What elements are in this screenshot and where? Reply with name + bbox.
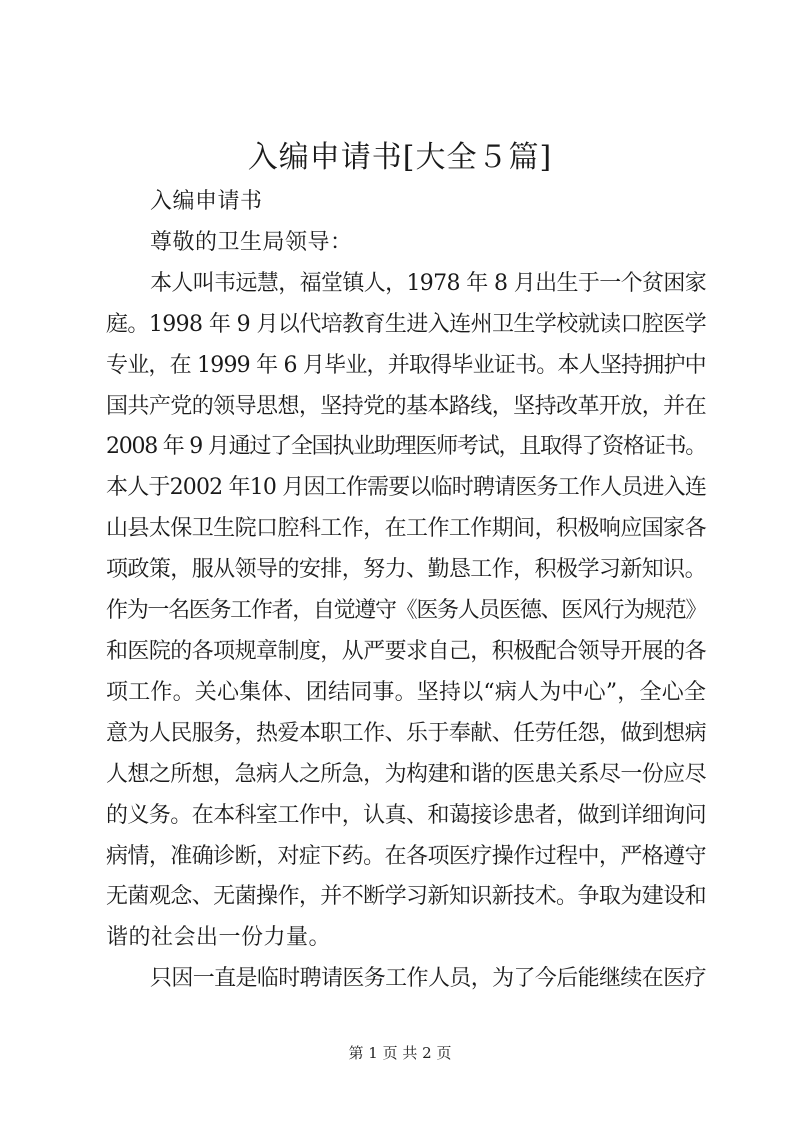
text-line: 项政策，服从领导的安排，努力、勤恳工作，积极学习新知识。: [106, 557, 707, 583]
text-line: 只因一直是临时聘请医务工作人员，为了今后能继续在医疗: [150, 966, 706, 992]
text-line: 2008 年 9 月通过了全国执业助理医师考试，且取得了资格证书。: [106, 434, 707, 460]
text-line: 的义务。在本科室工作中，认真、和蔼接诊患者，做到详细询问: [106, 802, 707, 828]
text-line: 庭。1998 年 9 月以代培教育生进入连州卫生学校就读口腔医学: [106, 311, 707, 337]
text-line: 和医院的各项规章制度，从严要求自己，积极配合领导开展的各: [106, 638, 707, 664]
text-line: 项工作。关心集体、团结同事。坚持以“病人为中心”，全心全: [106, 679, 707, 705]
text-line: 入编申请书: [150, 189, 263, 214]
text-line: 意为人民服务，热爱本职工作、乐于奉献、任劳任怨，做到想病: [106, 720, 707, 746]
text-line: 病情，准确诊断，对症下药。在各项医疗操作过程中，严格遵守: [106, 843, 707, 869]
text-line: 山县太保卫生院口腔科工作，在工作工作期间，积极响应国家各: [106, 516, 707, 542]
text-line: 谐的社会出一份力量。: [106, 925, 332, 951]
page-footer: 第 1 页 共 2 页: [348, 1044, 452, 1062]
text-line: 国共产党的领导思想，坚持党的基本路线，坚持改革开放，并在: [106, 393, 707, 419]
document-body: [106, 182, 706, 1000]
text-line: 作为一名医务工作者，自觉遵守《医务人员医德、医风行为规范》: [106, 598, 707, 624]
text-line: 本人于2002 年10 月因工作需要以临时聘请医务工作人员进入连: [106, 475, 707, 501]
text-line: 无菌观念、无菌操作，并不断学习新知识新技术。争取为建设和: [106, 884, 707, 910]
text-line: 人想之所想，急病人之所急，为构建和谐的医患关系尽一份应尽: [106, 761, 707, 787]
text-line: 尊敬的卫生局领导：: [150, 229, 353, 255]
document-text: [106, 182, 706, 1000]
document-title: 入编申请书[大全５篇]: [247, 140, 553, 175]
text-line: 专业，在 1999 年 6 月毕业，并取得毕业证书。本人坚持拥护中: [106, 352, 706, 378]
text-line: 本人叫韦远慧，福堂镇人，1978 年 8 月出生于一个贫困家: [150, 270, 707, 296]
